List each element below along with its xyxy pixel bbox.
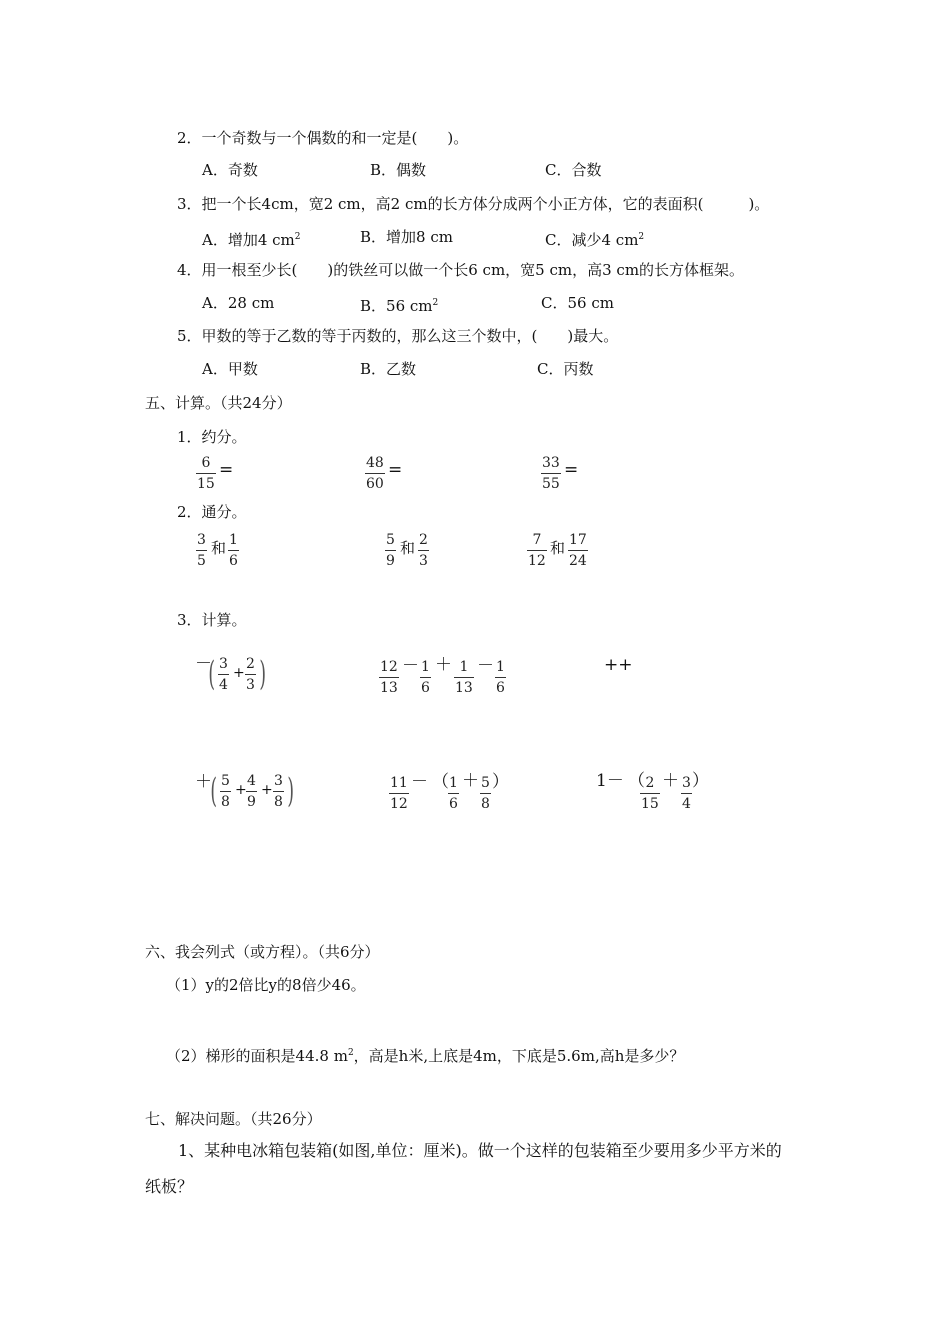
q4-3-option-a: A．增加4 $cm^2$ [202,231,301,249]
reduce-fraction-2: 48 60 [366,455,384,492]
right-paren: ) [287,771,294,811]
q6-1-text: （1）y的2倍比y的8倍少46。 [166,976,366,994]
reduce-fraction-3: 33 55 [542,455,560,492]
q5-2-label: 2．通分。 [177,503,247,521]
q4-4-option-a: A．28 cm [202,294,275,312]
left-paren: ( [210,771,217,811]
right-paren: ） [692,771,709,791]
and-word: 和 [400,539,416,557]
q7-1-text-line2: 纸板？ [145,1177,194,1196]
calc-fraction: 1 6 [496,659,505,696]
q4-5-option-c: C．丙数 [537,360,594,378]
common-fraction: 5 9 [386,532,395,569]
plus-sign: ＋ [462,771,479,791]
minus-sign: － [195,654,212,674]
common-fraction: 1 6 [229,532,238,569]
q5-1-label: 1．约分。 [177,428,247,446]
plus-sign: ＋ [435,655,452,675]
q6-2-text: （2）梯形的面积是44.8 $m^2$，高是h米,上底是4m，下底是5.6m,高h是多少？ [166,1047,685,1065]
plus-sign: + [235,782,247,798]
equals-sign: = [564,460,579,480]
q4-5-option-b: B．乙数 [360,360,417,378]
calc-fraction: 1 13 [455,659,473,696]
q4-5-option-a: A．甲数 [202,360,258,378]
plus-sign: + [233,665,245,681]
calc-fraction: 12 13 [380,659,398,696]
q4-4-option-b: B．56 $cm^2$ [360,297,439,315]
calc-fraction: 3 4 [682,775,691,812]
calc-fraction: 11 12 [390,775,408,812]
calc-fraction: 1 6 [449,775,458,812]
calc-fraction: 2 3 [246,656,255,693]
and-word: 和 [550,539,566,557]
q4-3-option-c: C．减少4 $cm^2$ [545,231,645,249]
calc-fraction: 5 8 [221,773,230,810]
calc-fraction: 2 15 [641,775,659,812]
right-paren: ） [492,772,509,792]
section-7-title: 七、解决问题。（共26分） [145,1110,322,1128]
reduce-fraction-1: 6 15 [197,455,215,492]
equals-sign: = [388,460,403,480]
common-fraction: 2 3 [419,532,428,569]
q4-4-stem: 4．用一根至少长( )的铁丝可以做一个长6 cm，宽5 cm，高3 cm的长方体框架。 [177,261,745,279]
left-paren: （ [628,771,645,791]
calc-fraction: 3 8 [274,773,283,810]
left-paren: （ [432,772,449,792]
minus-sign: － [477,656,494,676]
left-paren: ( [208,654,215,694]
section-5-title: 五、计算。（共24分） [145,394,292,412]
right-paren: ) [259,654,266,694]
q7-1-text-line1: 1、某种电冰箱包装箱(如图,单位：厘米)。做一个这样的包装箱至少要用多少平方米的 [178,1141,782,1160]
common-fraction: 17 24 [569,532,587,569]
section-6-title: 六、我会列式（或方程）。（共6分） [145,943,380,961]
plus-sign: ＋ [662,771,679,791]
one-minus: 1－ [596,771,624,791]
plus-signs: ++ [604,655,633,675]
calc-fraction: 5 8 [481,775,490,812]
equals-sign: = [219,460,234,480]
q4-3-option-b: B．增加8 cm [360,228,453,246]
calc-fraction: 3 4 [219,656,228,693]
q4-2-stem: 2．一个奇数与一个偶数的和一定是( )。 [177,129,469,147]
and-word: 和 [211,539,227,557]
minus-sign: － [402,656,419,676]
plus-sign: ＋ [195,772,212,792]
common-fraction: 7 12 [528,532,546,569]
common-fraction: 3 5 [197,532,206,569]
q4-4-option-c: C．56 cm [541,294,614,312]
q4-5-stem: 5．甲数的等于乙数的等于丙数的，那么这三个数中，( )最大。 [177,327,619,345]
q4-2-option-a: A．奇数 [202,161,258,179]
plus-sign: + [261,782,273,798]
minus-sign: － [411,772,428,792]
calc-fraction: 1 6 [421,659,430,696]
q4-2-option-b: B．偶数 [370,161,427,179]
q4-3-stem: 3．把一个长4cm，宽2 cm，高2 cm的长方体分成两个小正方体，它的表面积( )。 [177,195,770,213]
q5-3-label: 3．计算。 [177,611,247,629]
calc-fraction: 4 9 [247,773,256,810]
q4-2-option-c: C．合数 [545,161,602,179]
